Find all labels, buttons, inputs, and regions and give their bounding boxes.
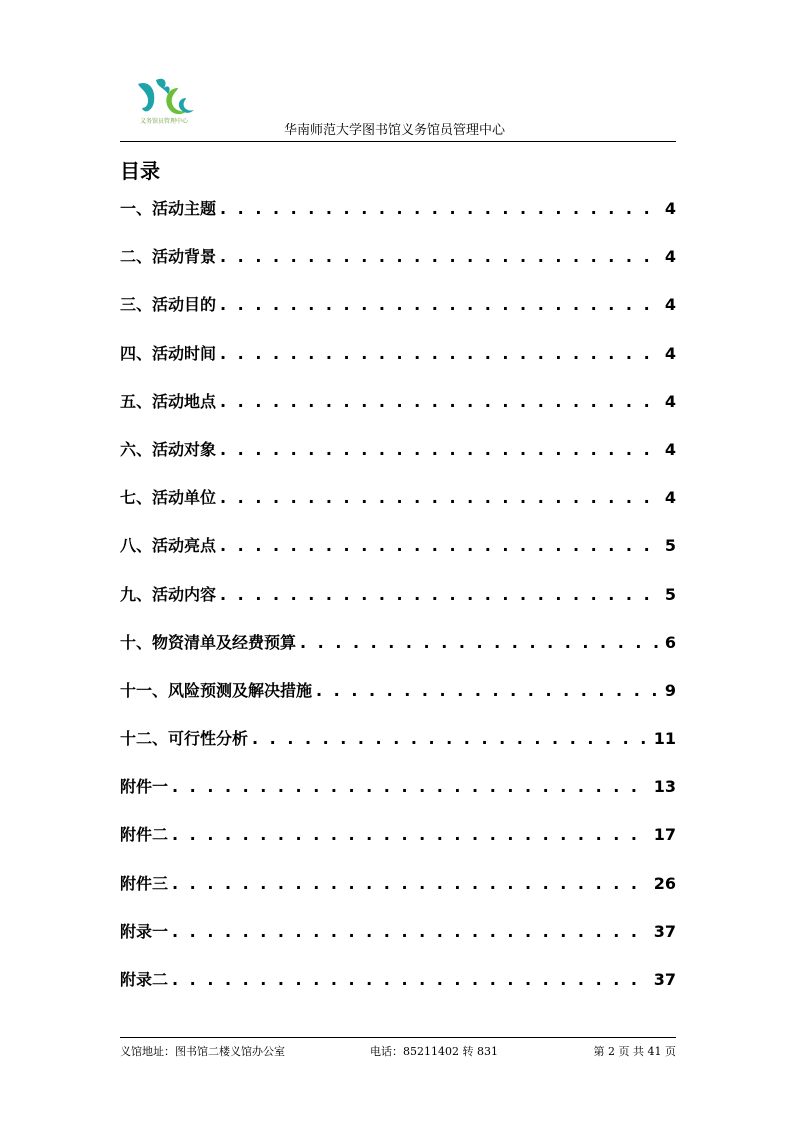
toc-dot-leader (220, 488, 661, 507)
toc-entry[interactable] (120, 485, 676, 533)
toc-dot-leader (300, 633, 661, 652)
toc-entry-page: 37 (653, 921, 676, 941)
toc-entry-label: 七、活动单位 (120, 488, 217, 508)
toc-dot-leader (220, 440, 661, 459)
toc-entry[interactable] (120, 822, 676, 870)
toc-list (120, 196, 676, 1015)
toc-entry-page: 37 (653, 970, 676, 989)
toc-entry-label: 附件二 (120, 825, 169, 845)
toc-entry-page: 4 (664, 488, 676, 508)
toc-entry[interactable] (120, 967, 676, 1015)
footer-page-info: 第 2 页 共 41 页 (593, 1045, 676, 1058)
toc-entry-page: 4 (664, 343, 676, 363)
toc-dot-leader (172, 970, 650, 989)
toc-entry-label: 五、活动地点 (120, 391, 217, 411)
header-divider (120, 141, 676, 142)
toc-entry[interactable] (120, 582, 676, 630)
toc-entry-page: 5 (664, 536, 676, 556)
toc-entry-label: 三、活动目的 (120, 295, 217, 315)
toc-dot-leader (220, 344, 661, 363)
logo-caption: 义务馆员管理中心 (139, 118, 188, 125)
toc-entry[interactable] (120, 774, 676, 822)
toc-entry-label: 十二、可行性分析 (120, 729, 249, 749)
footer-address: 义馆地址：图书馆二楼义馆办公室 (120, 1045, 285, 1058)
toc-entry-label: 附录二 (120, 970, 169, 989)
toc-entry-label: 十一、风险预测及解决措施 (120, 680, 313, 700)
toc-dot-leader (220, 247, 661, 266)
header-title: 华南师范大学图书馆义务馆员管理中心 (284, 123, 506, 138)
toc-entry-page: 4 (664, 247, 676, 267)
toc-entry[interactable] (120, 726, 676, 774)
toc-entry[interactable] (120, 437, 676, 485)
toc-entry-page: 4 (664, 439, 676, 459)
toc-entry[interactable] (120, 919, 676, 967)
toc-dot-leader (316, 681, 661, 700)
toc-dot-leader (220, 295, 661, 314)
toc-entry-label: 附件三 (120, 873, 169, 893)
footer-divider (120, 1037, 676, 1038)
toc-entry-page: 5 (664, 584, 676, 604)
toc-entry[interactable] (120, 389, 676, 437)
toc-entry-label: 十、物资清单及经费预算 (120, 632, 297, 652)
toc-entry-page: 4 (664, 199, 676, 218)
toc-dot-leader (172, 922, 650, 941)
toc-entry-label: 六、活动对象 (120, 439, 217, 459)
toc-entry-page: 4 (664, 391, 676, 411)
toc-dot-leader (220, 585, 661, 604)
toc-entry[interactable] (120, 196, 676, 244)
toc-entry-label: 九、活动内容 (120, 584, 217, 604)
toc-entry-page: 9 (664, 680, 676, 700)
toc-dot-leader (172, 874, 650, 893)
toc-entry[interactable] (120, 678, 676, 726)
toc-entry-label: 四、活动时间 (120, 343, 217, 363)
toc-dot-leader (172, 777, 650, 796)
toc-dot-leader (252, 729, 650, 748)
toc-dot-leader (220, 536, 661, 555)
toc-entry-page: 6 (664, 632, 676, 652)
toc-entry-page: 17 (653, 825, 676, 845)
toc-entry-label: 附录一 (120, 921, 169, 941)
toc-entry[interactable] (120, 292, 676, 340)
footer-phone: 电话：85211402 转 831 (370, 1045, 498, 1058)
toc-entry-page: 13 (653, 777, 676, 797)
toc-entry-label: 一、活动主题 (120, 199, 217, 218)
toc-entry[interactable] (120, 630, 676, 678)
toc-entry-page: 4 (664, 295, 676, 315)
toc-dot-leader (220, 392, 661, 411)
toc-dot-leader (172, 825, 650, 844)
toc-entry[interactable] (120, 341, 676, 389)
toc-entry[interactable] (120, 533, 676, 581)
toc-entry[interactable] (120, 244, 676, 292)
toc-entry-page: 11 (653, 729, 676, 749)
toc-heading: 目录 (120, 159, 160, 183)
toc-entry-label: 八、活动亮点 (120, 536, 217, 556)
toc-entry-page: 26 (653, 873, 676, 893)
toc-entry-label: 附件一 (120, 777, 169, 797)
toc-dot-leader (220, 199, 661, 218)
toc-entry[interactable] (120, 871, 676, 919)
toc-entry-label: 二、活动背景 (120, 247, 217, 267)
